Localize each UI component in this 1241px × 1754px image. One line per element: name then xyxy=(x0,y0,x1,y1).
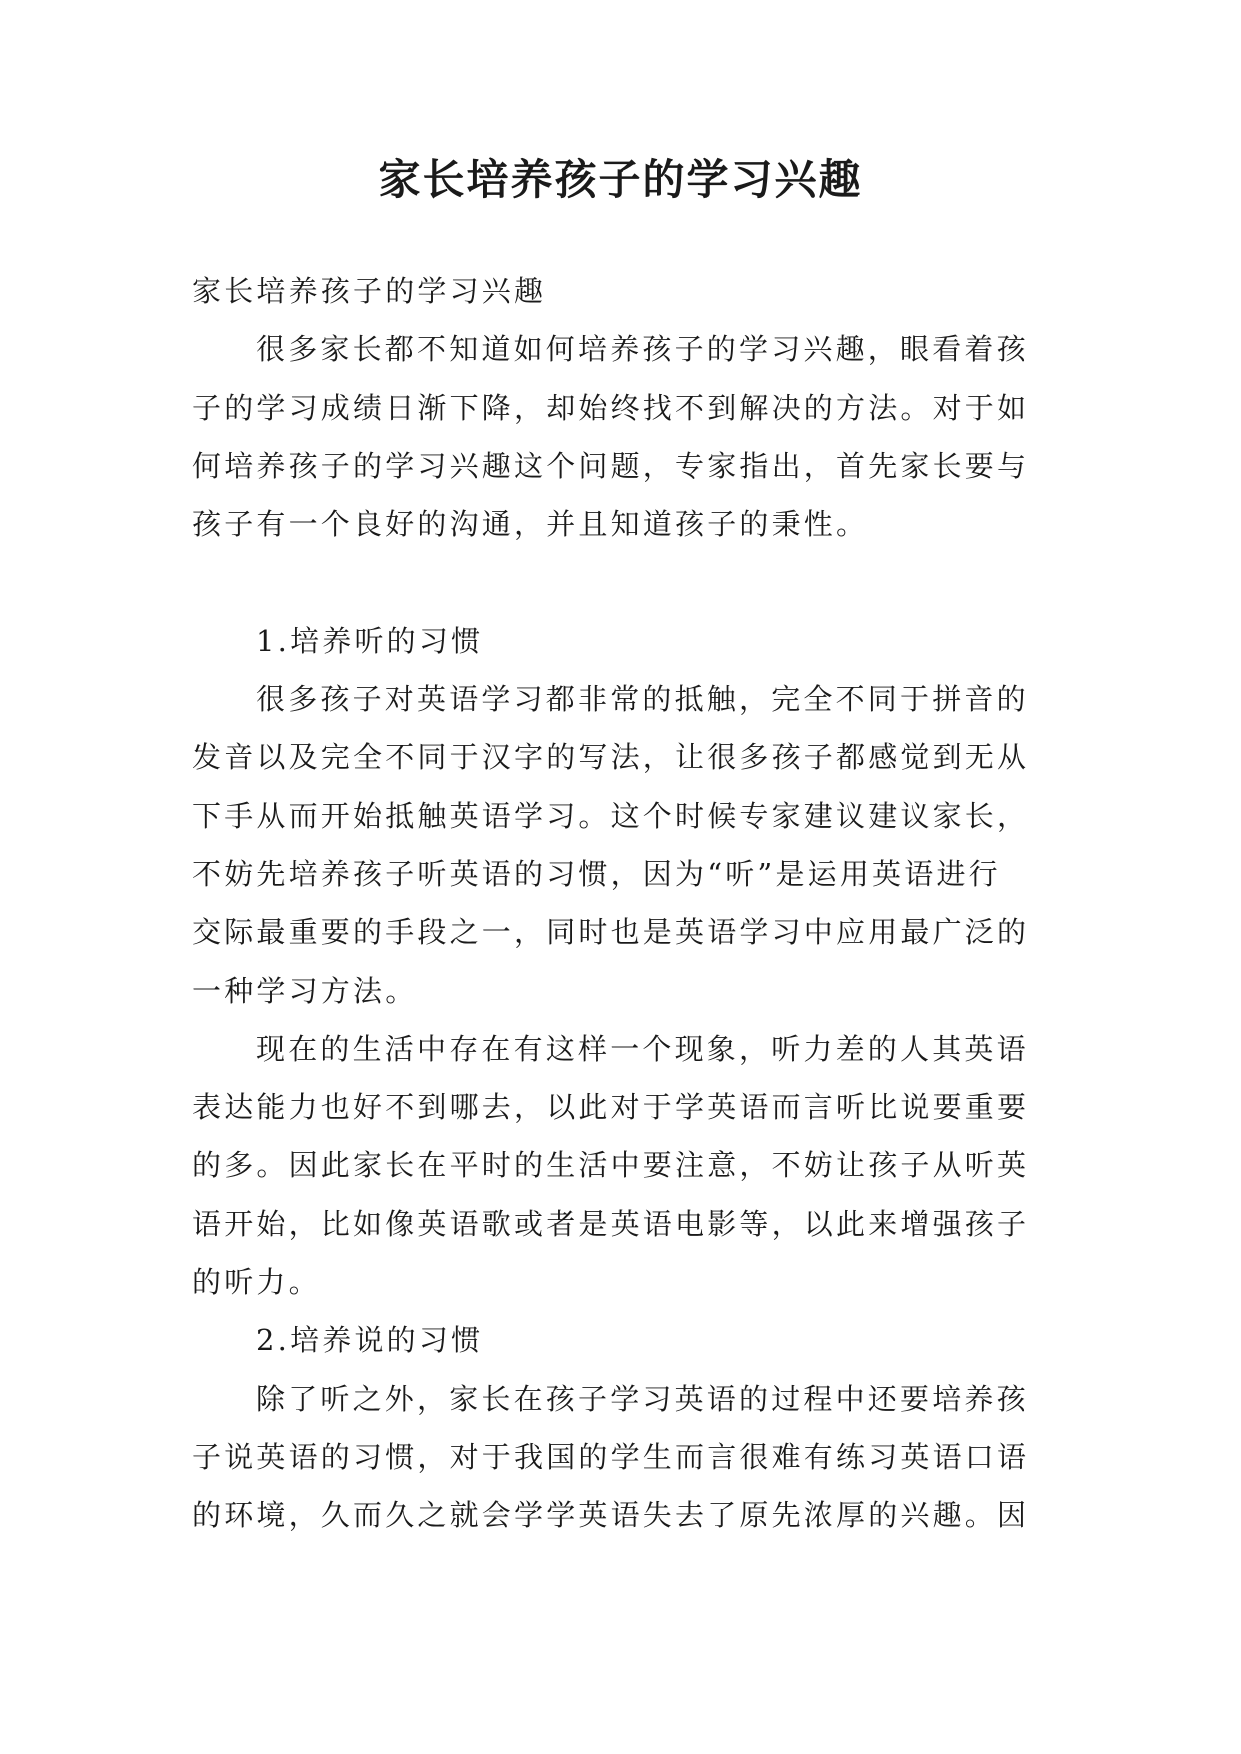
paragraph-line: 交际最重要的手段之一，同时也是英语学习中应用最广泛的 xyxy=(192,915,1030,950)
document-title: 家长培养孩子的学习兴趣 xyxy=(378,155,863,204)
paragraph-listening-1 xyxy=(192,670,1052,1020)
paragraph-line: 很多家长都不知道如何培养孩子的学习兴趣，眼看着孩 xyxy=(256,332,1029,367)
paragraph-line: 下手从而开始抵触英语学习。这个时候专家建议建议家长， xyxy=(192,798,1030,833)
paragraph-line: 很多孩子对英语学习都非常的抵触，完全不同于拼音的 xyxy=(256,682,1029,717)
paragraph-listening-2 xyxy=(192,1020,1052,1311)
paragraph-line: 一种学习方法。 xyxy=(192,973,418,1008)
paragraph-line: 的听力。 xyxy=(192,1265,321,1300)
paragraph-line: 子说英语的习惯，对于我国的学生而言很难有练习英语口语 xyxy=(192,1439,1030,1474)
section-heading: 1.培养听的习惯 xyxy=(256,623,484,658)
section-heading: 2.培养说的习惯 xyxy=(256,1323,484,1358)
document-subtitle: 家长培养孩子的学习兴趣 xyxy=(192,274,547,308)
paragraph-spacer xyxy=(192,553,1052,611)
paragraph-line: 发音以及完全不同于汉字的写法，让很多孩子都感觉到无从 xyxy=(192,740,1030,775)
paragraph-line: 除了听之外，家长在孩子学习英语的过程中还要培养孩 xyxy=(256,1381,1029,1416)
paragraph-line: 孩子有一个良好的沟通，并且知道孩子的秉性。 xyxy=(192,507,869,542)
paragraph-speaking-1 xyxy=(192,1370,1052,1545)
document-body xyxy=(192,262,1052,1545)
paragraph-line: 不妨先培养孩子听英语的习惯，因为“听”是运用英语进行 xyxy=(192,856,1001,891)
paragraph-line: 现在的生活中存在有这样一个现象，听力差的人其英语 xyxy=(256,1031,1029,1066)
paragraph-intro xyxy=(192,320,1052,553)
paragraph-line: 表达能力也好不到哪去，以此对于学英语而言听比说要重要 xyxy=(192,1090,1030,1125)
section-heading-speaking xyxy=(192,1311,1052,1369)
section-heading-listening xyxy=(192,612,1052,670)
paragraph-line: 子的学习成绩日渐下降，却始终找不到解决的方法。对于如 xyxy=(192,390,1030,425)
paragraph-line: 的多。因此家长在平时的生活中要注意，不妨让孩子从听英 xyxy=(192,1148,1030,1183)
paragraph-line: 语开始，比如像英语歌或者是英语电影等，以此来增强孩子 xyxy=(192,1206,1030,1241)
paragraph-line: 的环境，久而久之就会学学英语失去了原先浓厚的兴趣。因 xyxy=(192,1498,1030,1533)
paragraph-line: 何培养孩子的学习兴趣这个问题，专家指出，首先家长要与 xyxy=(192,448,1030,483)
